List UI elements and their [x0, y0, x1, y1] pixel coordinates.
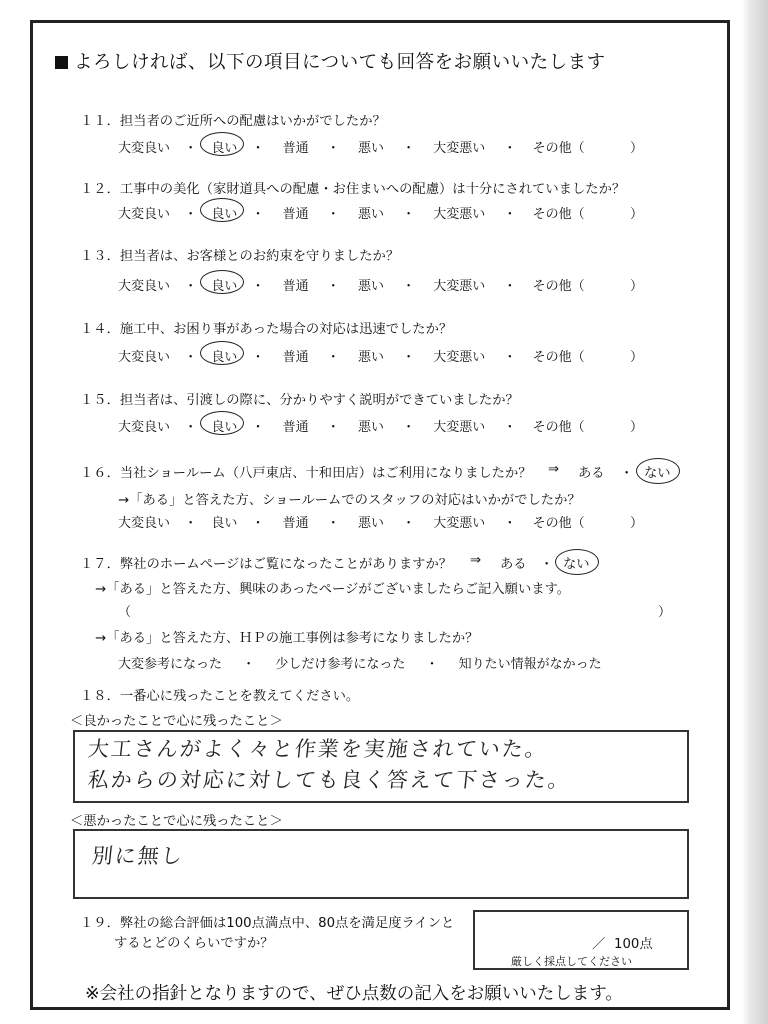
option-very-bad[interactable]: 大変悪い — [433, 279, 486, 294]
option-slightly-helpful[interactable]: 少しだけ参考になった — [275, 657, 406, 672]
rating-row-11: 大変良い ・ 良い ・ 普通 ・ 悪い ・ 大変悪い ・ その他（ — [118, 137, 585, 156]
question-17: １７．弊社のホームページはご覧になったことがありますか？ — [80, 557, 453, 572]
other-close-15: ） — [630, 420, 644, 435]
answer-circle-11 — [200, 132, 244, 156]
rating-row-14: 大変良い ・ 良い ・ 普通 ・ 悪い ・ 大変悪い ・ その他（ — [118, 346, 585, 365]
heading-text: よろしければ、以下の項目についても回答をお願いいたします — [74, 52, 606, 73]
option-bad[interactable]: 悪い — [357, 350, 384, 365]
option-average[interactable]: 普通 — [282, 207, 309, 222]
option-excellent[interactable]: 大変良い — [118, 420, 171, 435]
question-17-sub1: →「ある」と答えた方、興味のあったページがございましたらご記入願います。 — [95, 582, 571, 597]
option-not-found[interactable]: 知りたい情報がなかった — [458, 657, 602, 672]
free-answer-close: ） — [658, 605, 672, 620]
answer-circle-12 — [200, 198, 244, 222]
option-average[interactable]: 普通 — [282, 350, 309, 365]
option-bad[interactable]: 悪い — [357, 516, 384, 531]
good-memory-line-1: 大工さんがよく々と作業を実施されていた。 — [86, 737, 550, 761]
option-bad[interactable]: 悪い — [357, 420, 384, 435]
option-other[interactable]: その他（ — [532, 516, 585, 531]
square-bullet-icon — [55, 56, 68, 69]
option-excellent[interactable]: 大変良い — [118, 207, 171, 222]
question-12: １２．工事中の美化（家財道具への配慮・お住まいへの配慮）は十分にされていましたか？ — [80, 182, 626, 197]
question-18: １８．一番心に残ったことを教えてください。 — [80, 689, 360, 704]
rating-row-15: 大変良い ・ 良い ・ 普通 ・ 悪い ・ 大変悪い ・ その他（ — [118, 416, 585, 435]
score-max: 100点 — [614, 937, 653, 952]
option-very-bad[interactable]: 大変悪い — [433, 350, 486, 365]
option-other[interactable]: その他（ — [532, 141, 585, 156]
other-close-11: ） — [630, 141, 644, 156]
option-excellent[interactable]: 大変良い — [118, 141, 171, 156]
option-other[interactable]: その他（ — [532, 279, 585, 294]
option-no[interactable]: ない — [563, 557, 590, 572]
option-average[interactable]: 普通 — [282, 516, 309, 531]
option-other[interactable]: その他（ — [532, 420, 585, 435]
good-memory-label: ＜良かったことで心に残ったこと＞ — [70, 714, 283, 729]
other-close-14: ） — [630, 350, 644, 365]
answer-circle-16 — [636, 458, 680, 484]
question-15: １５．担当者は、引渡しの際に、分かりやすく説明ができていましたか？ — [80, 393, 519, 408]
bad-memory-label: ＜悪かったことで心に残ったこと＞ — [70, 814, 283, 829]
answer-circle-17 — [555, 549, 599, 575]
option-very-bad[interactable]: 大変悪い — [433, 516, 486, 531]
answer-circle-15 — [200, 411, 244, 435]
free-answer-open: （ — [118, 605, 132, 620]
page-heading — [55, 48, 606, 74]
option-good[interactable]: 良い — [211, 420, 238, 435]
option-other[interactable]: その他（ — [532, 207, 585, 222]
option-excellent[interactable]: 大変良い — [118, 350, 171, 365]
score-slash: ／ — [592, 937, 606, 952]
option-no[interactable]: ない — [644, 466, 671, 481]
arrow-icon: ⇒ — [470, 553, 482, 568]
option-very-bad[interactable]: 大変悪い — [433, 207, 486, 222]
rating-row-13: 大変良い ・ 良い ・ 普通 ・ 悪い ・ 大変悪い ・ その他（ — [118, 275, 585, 294]
option-yes[interactable]: ある — [500, 557, 527, 572]
rating-row-12: 大変良い ・ 良い ・ 普通 ・ 悪い ・ 大変悪い ・ その他（ — [118, 203, 585, 222]
option-average[interactable]: 普通 — [282, 141, 309, 156]
option-very-bad[interactable]: 大変悪い — [433, 141, 486, 156]
option-good[interactable]: 良い — [211, 350, 238, 365]
question-16: １６．当社ショールーム（八戸東店、十和田店）はご利用になりましたか？ — [80, 466, 532, 481]
option-other[interactable]: その他（ — [532, 350, 585, 365]
option-bad[interactable]: 悪い — [357, 141, 384, 156]
option-average[interactable]: 普通 — [282, 279, 309, 294]
option-yes[interactable]: ある — [578, 466, 605, 481]
option-very-bad[interactable]: 大変悪い — [433, 420, 486, 435]
arrow-icon: ⇒ — [548, 462, 560, 477]
answer-circle-14 — [200, 341, 244, 365]
scan-edge — [742, 0, 768, 1024]
option-excellent[interactable]: 大変良い — [118, 279, 171, 294]
question-19-line-1: １９．弊社の総合評価は100点満点中、80点を満足度ラインと — [80, 916, 455, 931]
question-16-sub: →「ある」と答えた方、ショールームでのスタッフの対応はいかがでしたか？ — [118, 493, 581, 508]
score-note: 厳しく採点してください — [511, 955, 632, 968]
option-bad[interactable]: 悪い — [357, 207, 384, 222]
good-memory-line-2: 私からの対応に対しても良く答えて下さった。 — [86, 768, 573, 792]
question-17-sub2: →「ある」と答えた方、ＨＰの施工事例は参考になりましたか？ — [95, 631, 479, 646]
other-close-16: ） — [630, 516, 644, 531]
option-excellent[interactable]: 大変良い — [118, 516, 171, 531]
question-13: １３．担当者は、お客様とのお約束を守りましたか？ — [80, 249, 400, 264]
option-good[interactable]: 良い — [211, 207, 238, 222]
option-good[interactable]: 良い — [211, 141, 238, 156]
other-close-12: ） — [630, 207, 644, 222]
question-14: １４．施工中、お困り事があった場合の対応は迅速でしたか？ — [80, 322, 453, 337]
question-19-line-2: するとどのくらいですか？ — [114, 936, 274, 951]
question-11: １１．担当者のご近所への配慮はいかがでしたか？ — [80, 114, 386, 129]
option-average[interactable]: 普通 — [282, 420, 309, 435]
reference-options-row: 大変参考になった ・ 少しだけ参考になった ・ 知りたい情報がなかった — [118, 653, 602, 672]
answer-circle-13 — [200, 270, 244, 294]
bad-memory-answer: 別に無し — [90, 844, 186, 868]
option-good[interactable]: 良い — [211, 516, 238, 531]
option-very-helpful[interactable]: 大変参考になった — [118, 657, 223, 672]
option-good[interactable]: 良い — [211, 279, 238, 294]
option-bad[interactable]: 悪い — [357, 279, 384, 294]
other-close-13: ） — [630, 279, 644, 294]
footer-note: ※会社の指針となりますので、ぜひ点数の記入をお願いいたします。 — [85, 984, 623, 1004]
rating-row-16: 大変良い ・ 良い ・ 普通 ・ 悪い ・ 大変悪い ・ その他（ — [118, 512, 585, 531]
